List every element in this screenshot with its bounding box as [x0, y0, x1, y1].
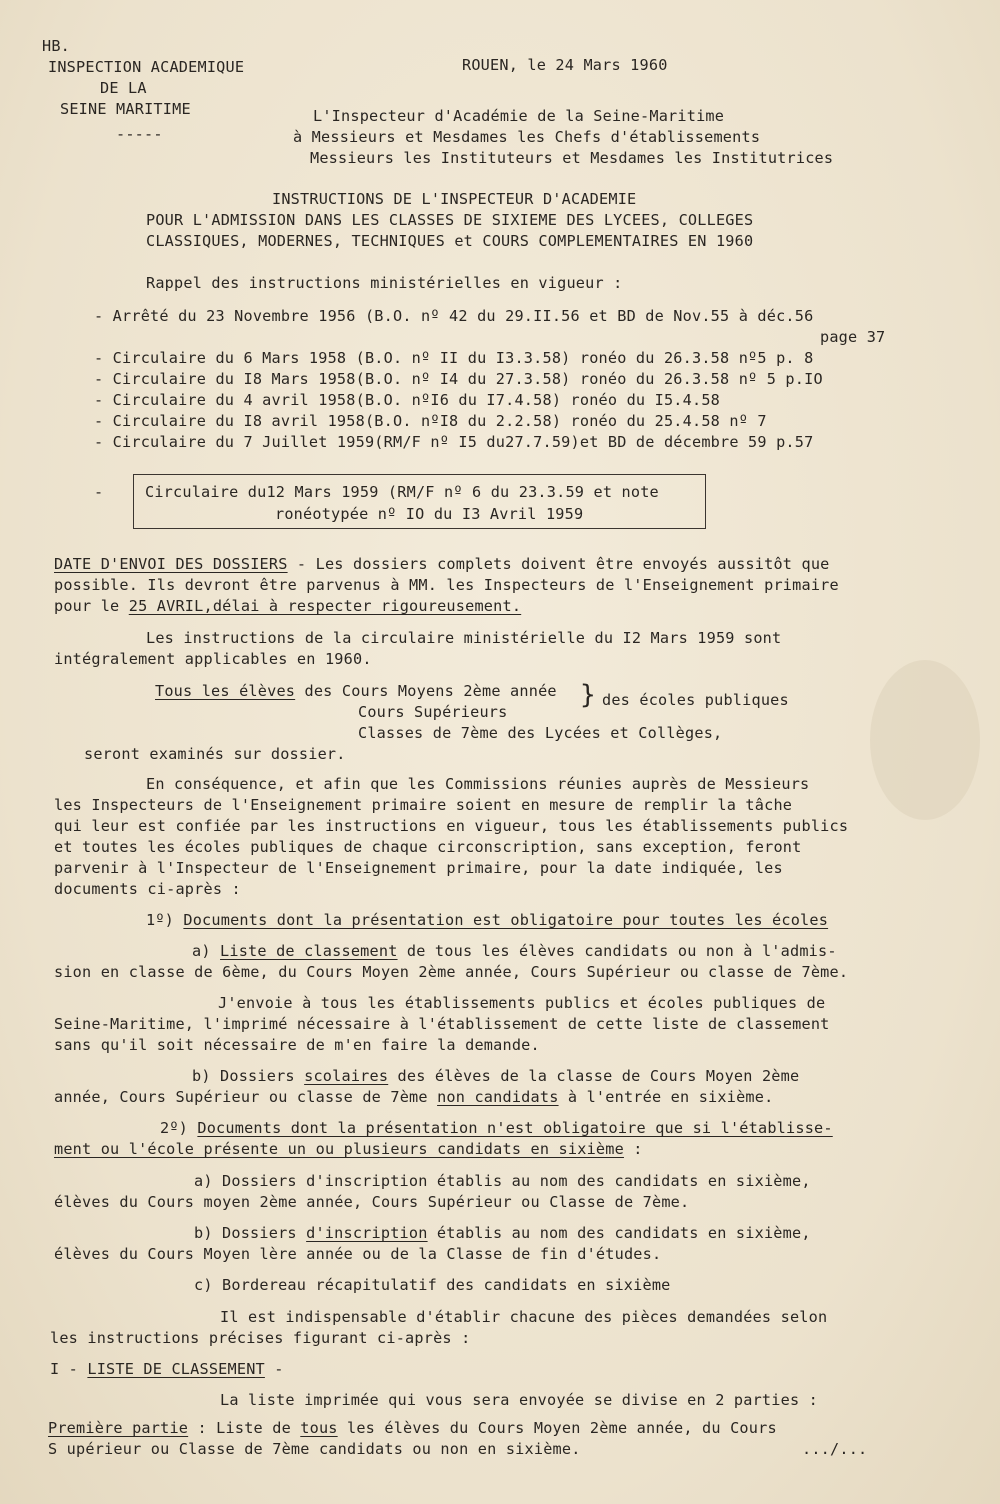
date-line: ROUEN, le 24 Mars 1960 — [462, 56, 668, 74]
addressee-line3: Messieurs les Instituteurs et Mesdames les Institutrices — [310, 149, 834, 167]
reference-page-note: page 37 — [820, 328, 886, 346]
paper-stain — [870, 660, 980, 820]
reference-item: - Circulaire du 4 avril 1958(B.O. nºI6 du I7.4.58) ronéo du I5.4.58 — [94, 391, 721, 409]
title-line2: POUR L'ADMISSION DANS LES CLASSES DE SIXIEME DES LYCEES, COLLEGES — [146, 211, 754, 229]
addressee-line2: à Messieurs et Mesdames les Chefs d'établissements — [293, 128, 761, 146]
eleves-line4: seront examinés sur dossier. — [84, 745, 346, 763]
eleves-line3: Classes de 7ème des Lycées et Collèges, — [358, 724, 723, 742]
title-line1: INSTRUCTIONS DE L'INSPECTEUR D'ACADEMIE — [272, 190, 637, 208]
title-line3: CLASSIQUES, MODERNES, TECHNIQUES et COURS COMPLEMENTAIRES EN 1960 — [146, 232, 754, 250]
reference-item: - Circulaire du I8 avril 1958(B.O. nºI8 du 2.2.58) ronéo du 25.4.58 nº 7 — [94, 412, 767, 430]
consequence-line: les Inspecteurs de l'Enseignement primaire soient en mesure de remplir la tâche — [54, 796, 793, 814]
reference-item: - Circulaire du I8 Mars 1958(B.O. nº I4 du 27.3.58) ronéo du 26.3.58 nº 5 p.IO — [94, 370, 823, 388]
section2-heading-line2: ment ou l'école présente un ou plusieurs candidats en sixième : — [54, 1140, 643, 1158]
liste-intro: La liste imprimée qui vous sera envoyée se divise en 2 parties : — [220, 1391, 818, 1409]
part1-heading: I - LISTE DE CLASSEMENT - — [50, 1360, 284, 1378]
eleves-line1: Tous les élèves des Cours Moyens 2ème année — [155, 682, 557, 700]
consequence-line: En conséquence, et afin que les Commissions réunies auprès de Messieurs — [146, 775, 810, 793]
applicables-line1: Les instructions de la circulaire ministérielle du I2 Mars 1959 sont — [146, 629, 782, 647]
eleves-ecoles: des écoles publiques — [602, 691, 789, 709]
section1-heading: 1º) Documents dont la présentation est obligatoire pour toutes les écoles — [146, 911, 829, 929]
addressee-line1: L'Inspecteur d'Académie de la Seine-Maritime — [313, 107, 725, 125]
section2b-line2: élèves du Cours Moyen lère année ou de la Classe de fin d'études. — [54, 1245, 662, 1263]
boxed-circular-line1: Circulaire du12 Mars 1959 (RM/F nº 6 du 23.3.59 et note — [145, 483, 659, 501]
brace-glyph: } — [580, 680, 596, 710]
boxed-circular-line2: ronéotypée nº IO du I3 Avril 1959 — [275, 505, 584, 523]
premiere-partie-line2: S upérieur ou Classe de 7ème candidats ou non en sixième. — [48, 1440, 581, 1458]
consequence-line: documents ci-après : — [54, 880, 241, 898]
indispensable-line2: les instructions précises figurant ci-après : — [50, 1329, 471, 1347]
continuation-mark: .../... — [802, 1440, 868, 1458]
envoi-line1: DATE D'ENVOI DES DOSSIERS - Les dossiers complets doivent être envoyés aussitôt que — [54, 555, 830, 573]
header-rule: ----- — [116, 125, 163, 143]
section1a-line1: a) Liste de classement de tous les élèves candidats ou non à l'admis- — [192, 942, 837, 960]
header-org-line1: INSPECTION ACADEMIQUE — [48, 58, 245, 76]
envoie-line: Seine-Maritime, l'imprimé nécessaire à l'établissement de cette liste de classement — [54, 1015, 830, 1033]
section2b-line1: b) Dossiers d'inscription établis au nom des candidats en sixième, — [194, 1224, 811, 1242]
boxed-dash: - — [94, 483, 104, 501]
eleves-line2: Cours Supérieurs — [358, 703, 508, 721]
premiere-partie-line1: Première partie : Liste de tous les élèves du Cours Moyen 2ème année, du Cours — [48, 1419, 777, 1437]
rappel-heading: Rappel des instructions ministérielles en vigueur : — [146, 274, 623, 292]
consequence-line: qui leur est confiée par les instructions en vigueur, tous les établissements publics — [54, 817, 849, 835]
header-org-line3: SEINE MARITIME — [60, 100, 191, 118]
consequence-line: parvenir à l'Inspecteur de l'Enseignement primaire, pour la date indiquée, les — [54, 859, 783, 877]
section2a-line1: a) Dossiers d'inscription établis au nom des candidats en sixième, — [194, 1172, 811, 1190]
section2a-line2: élèves du Cours moyen 2ème année, Cours Supérieur ou Classe de 7ème. — [54, 1193, 690, 1211]
section2c-line: c) Bordereau récapitulatif des candidats en sixième — [194, 1276, 671, 1294]
envoi-heading: DATE D'ENVOI DES DOSSIERS — [54, 555, 288, 573]
envoi-line2: possible. Ils devront être parvenus à MM. les Inspecteurs de l'Enseignement primaire — [54, 576, 839, 594]
section1b-line2: année, Cours Supérieur ou classe de 7ème non candidats à l'entrée en sixième. — [54, 1088, 774, 1106]
envoi-line3: pour le 25 AVRIL,délai à respecter rigoureusement. — [54, 597, 522, 615]
section1b-line1: b) Dossiers scolaires des élèves de la classe de Cours Moyen 2ème — [192, 1067, 800, 1085]
envoie-line: sans qu'il soit nécessaire de m'en faire la demande. — [54, 1036, 540, 1054]
envoie-line: J'envoie à tous les établissements publics et écoles publiques de — [218, 994, 826, 1012]
header-code: HB. — [42, 37, 71, 55]
reference-item: - Circulaire du 6 Mars 1958 (B.O. nº II du I3.3.58) ronéo du 26.3.58 nº5 p. 8 — [94, 349, 814, 367]
indispensable-line1: Il est indispensable d'établir chacune des pièces demandées selon — [220, 1308, 828, 1326]
reference-item: - Circulaire du 7 Juillet 1959(RM/F nº I5 du27.7.59)et BD de décembre 59 p.57 — [94, 433, 814, 451]
section2-heading-line1: 2º) Documents dont la présentation n'est obligatoire que si l'établisse- — [160, 1119, 833, 1137]
header-org-line2: DE LA — [100, 79, 147, 97]
consequence-line: et toutes les écoles publiques de chaque circonscription, sans exception, feront — [54, 838, 802, 856]
applicables-line2: intégralement applicables en 1960. — [54, 650, 372, 668]
section1a-line2: sion en classe de 6ème, du Cours Moyen 2ème année, Cours Supérieur ou classe de 7ème. — [54, 963, 849, 981]
reference-item: - Arrêté du 23 Novembre 1956 (B.O. nº 42 du 29.II.56 et BD de Nov.55 à déc.56 — [94, 307, 814, 325]
